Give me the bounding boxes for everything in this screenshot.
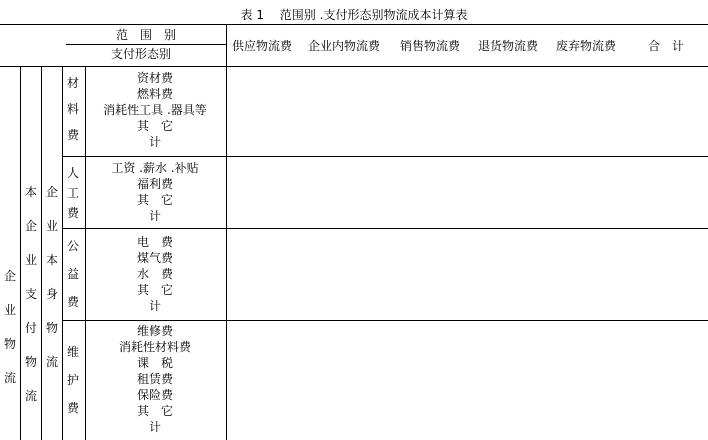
group-label-maintenance: 维 护 费 [66,345,79,415]
row-label-level2: 本 企 业 支 付 物 流 [24,185,37,403]
list-item: 其 它 [136,119,173,133]
col-sales: 销售物流费 [400,39,461,53]
items-utility [85,234,225,314]
row-label-level3: 企 业 本 身 物 流 [45,185,58,369]
group-label-labor: 人 工 费 [66,166,79,220]
payment-form-label: 支付形态别 [110,47,171,61]
list-item: 其 它 [136,193,173,207]
scope-label: 范 围 别 [115,28,176,42]
group-label-material: 材 料 费 [66,76,79,142]
list-item: 燃料费 [136,87,173,101]
list-item: 其 它 [136,283,173,297]
items-labor [85,160,225,224]
list-item: 计 [148,135,161,149]
list-item: 租赁费 [136,372,173,386]
list-item: 计 [148,420,161,434]
items-material [85,70,225,150]
row-label-level1: 企 业 物 流 [3,269,16,385]
list-item: 计 [148,209,161,223]
col-return: 退货物流费 [478,39,539,53]
list-item: 资材费 [136,71,173,85]
col-internal: 企业内物流费 [308,39,381,53]
table-title: 表 1 范围别 .支付形态别物流成本计算表 [240,8,468,22]
col-total: 合 计 [648,39,685,53]
list-item: 保险费 [136,388,173,402]
items-maintenance [85,323,225,435]
list-item: 课 税 [136,356,173,370]
list-item: 水 费 [136,267,173,281]
list-item: 工资 .薪水 .补贴 [111,161,199,175]
list-item: 福利费 [136,177,173,191]
list-item: 电 费 [136,235,173,249]
list-item: 维修费 [136,324,173,338]
list-item: 消耗性工具 .器具等 [103,103,207,117]
list-item: 计 [148,299,161,313]
list-item: 消耗性材料费 [118,340,191,354]
list-item: 其 它 [136,404,173,418]
list-item: 煤气费 [136,251,173,265]
group-label-utility: 公 益 费 [66,239,79,309]
col-waste: 废弃物流费 [556,39,617,53]
col-supply: 供应物流费 [232,39,293,53]
